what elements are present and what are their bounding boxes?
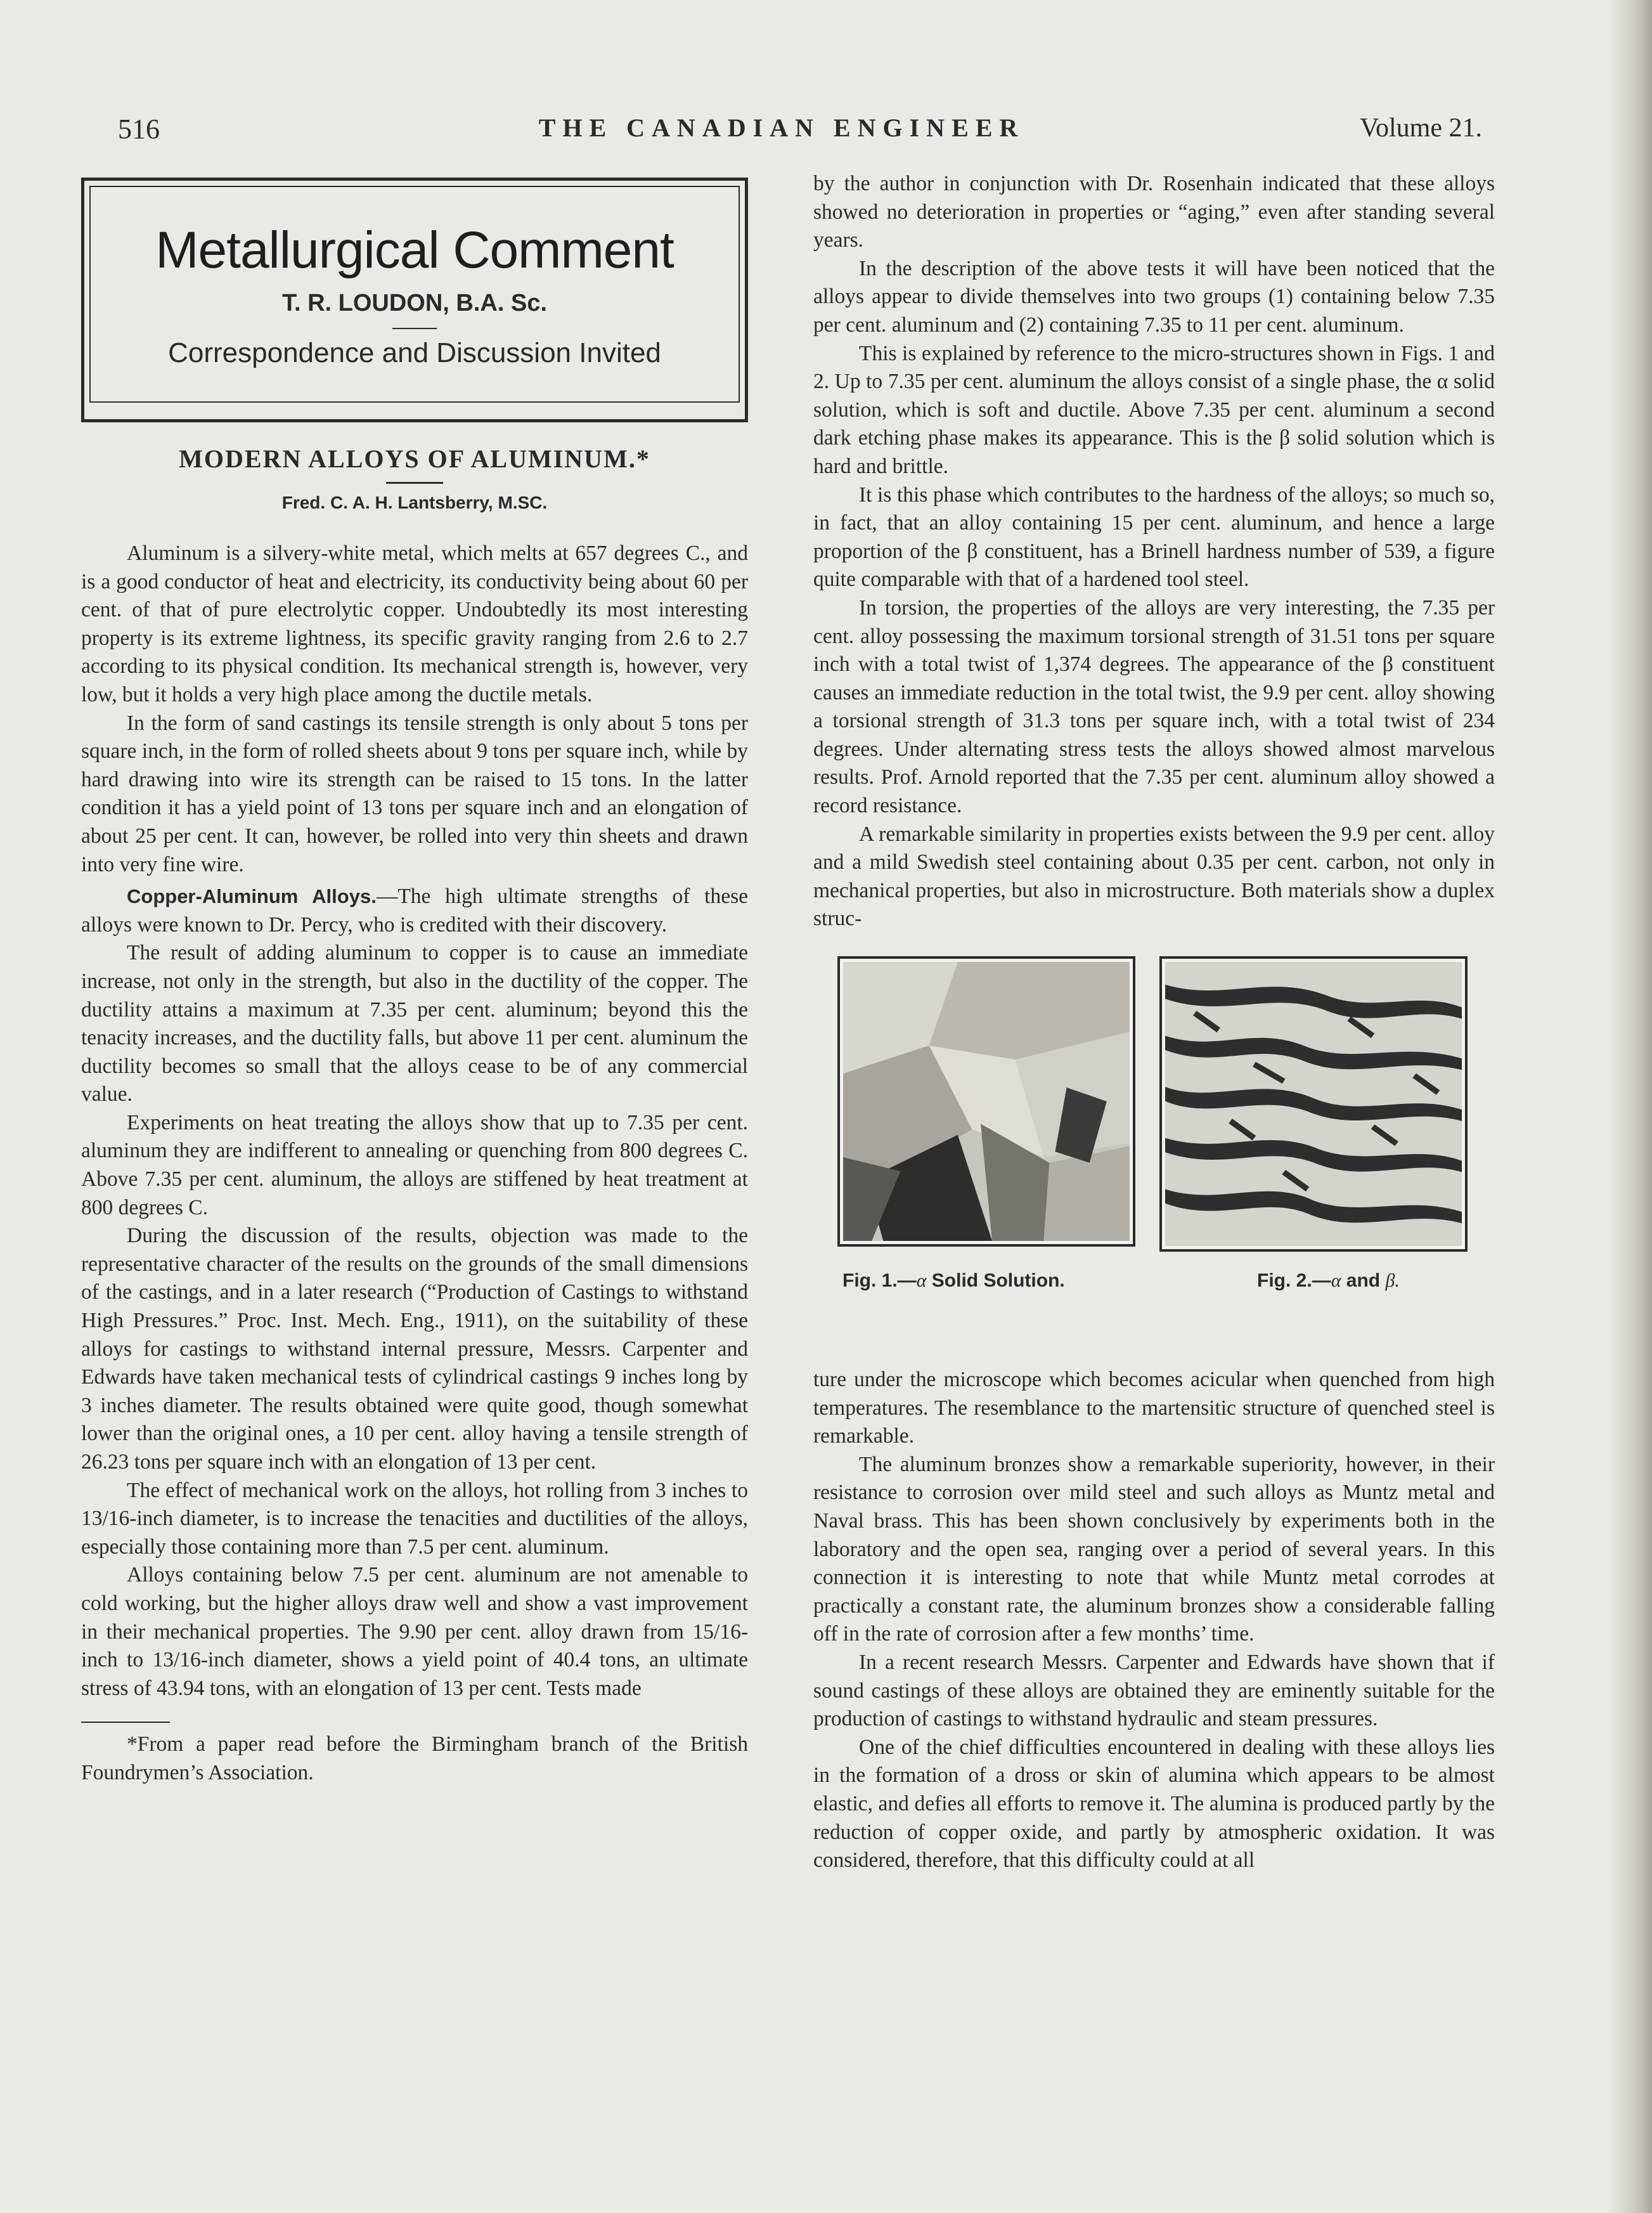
journal-title: THE CANADIAN ENGINEER [538,114,1025,142]
paragraph: It is this phase which contributes to the hardness of the alloys; so much so, in fact, that an alloy containing 15 per cent. aluminum, and hence a large proportion of the β constituent, has a Brinell hardness number of 539, a figure quite comparable with that of a hardened tool steel. [813,483,1495,592]
paragraph: Alloys containing below 7.5 per cent. aluminum are not amenable to cold working, but the higher alloys draw well and show a vast improvement in their mechanical properties. The 9.90 per cent. alloy drawn from 15/16-inch to 13/16-inch diameter, shows a yield point of 40.4 tons, an ultimate stress of 43.94 tons, with an elongation of 13 per cent. Tests made [81,1563,748,1700]
caption-text: Solid Solution. [926,1270,1065,1292]
caption-label: Fig. 2.— [1257,1270,1331,1292]
paragraph: In torsion, the properties of the alloys are very interesting, the 7.35 per cent. alloy possessing the maximum torsional strength of 31.51 tons per square inch with a total twist of 1,374 degrees. The appearance of the β constituent causes an immediate reduction in the total twist, the 9.9 per cent. alloy showing a torsional strength of 31.3 tons per square inch, with a total twist of 234 degrees. Under alternating stress tests the alloys showed almost marvelous results. Prof. Arnold reported that the 7.35 per cent. aluminum alloy showed a record resistance. [813,595,1495,818]
paragraph [81,883,748,939]
caption-greek: α [916,1270,927,1292]
paragraph: The effect of mechanical work on the alloys, hot rolling from 3 inches to 13/16-inch diameter, is to increase the tenacities and ductilities of the alloys, especially those containing more than 7.5 per cent. aluminum. [81,1478,748,1559]
figures [813,956,1495,1349]
caption-greek: β. [1385,1270,1400,1292]
paragraph: One of the chief difficulties encountered in dealing with these alloys lies in the formation of a dross or skin of alumina which appears to be almost elastic, and defies all efforts to remove it. The alumina is produced partly by the reduction of copper oxide, and partly by atmospheric oxidation. It was considered, therefore, that this difficulty could at all [813,1735,1495,1872]
caption-greek: α [1331,1270,1341,1292]
paragraph: This is explained by reference to the micro-structures shown in Figs. 1 and 2. Up to 7.35 per cent. aluminum the alloys consist of a single phase, the α solid solution, which is soft and ductile. Above 7.35 per cent. aluminum a second dark etching phase makes its appearance. This is the β solid solution which is hard and brittle. [813,341,1495,478]
volume-label: Volume 21. [1360,114,1482,143]
column-invitation: Correspondence and Discussion Invited [168,337,661,368]
paragraph: by the author in conjunction with Dr. Rosenhain indicated that these alloys showed no deterioration in properties or “aging,” even after standing several years. [813,172,1495,252]
paragraph: In a recent research Messrs. Carpenter and Edwards have shown that if sound castings of these alloys are obtained they are eminently suitable for the production of castings to withstand hydraulic and steam pressures. [813,1650,1495,1731]
right-column [813,170,1495,1875]
article-byline: Fred. C. A. H. Lantsberry, M.SC. [281,493,548,512]
paragraph: In the form of sand castings its tensile strength is only about 5 tons per square inch, in the form of rolled sheets about 9 tons per square inch, while by hard drawing into wire its strength can be raised to 15 tons. In the latter condition it has a yield point of 13 tons per square inch and an elongation of about 25 per cent. It can, however, be rolled into very thin sheets and drawn into very fine wire. [81,711,748,876]
figure-1-micrograph [837,956,1135,1247]
paragraph: Aluminum is a silvery-white metal, which melts at 657 degrees C., and is a good conductor of heat and electricity, its conductivity being about 60 per cent. of that of pure electrolytic copper. Undoubtedly its most interesting property is its extreme lightness, its specific gravity ranging from 2.6 to 2.7 according to its physical condition. Its mechanical strength is, however, very low, but it holds a very high place among the ductile metals. [81,542,748,706]
footnote-rule [81,1722,170,1723]
section-subhead: Copper-Aluminum Alloys. [127,885,377,908]
paragraph: A remarkable similarity in properties exists between the 9.9 per cent. alloy and a mild Swedish steel containing about 0.35 per cent. carbon, not only in mechanical properties, but also in microstructure. Both materials show a duplex struc- [813,822,1495,931]
paragraph: The aluminum bronzes show a remarkable superiority, however, in their resistance to corrosion over mild steel and such alloys as Muntz metal and Naval brass. This has been shown conclusively by experiments both in the laboratory and the open sea, ranging over a period of several years. In this connection it is interesting to note that while Muntz metal corrodes at practically a constant rate, the aluminum bronzes show a considerable falling off in the rate of corrosion after a few months’ time. [813,1452,1495,1646]
footnote: *From a paper read before the Birmingham branch of the British Foundrymen’s Association. [81,1732,748,1784]
caption-text: and [1341,1270,1386,1292]
figure-2-micrograph [1159,956,1468,1252]
page-edge [1608,0,1652,2213]
page-header [81,109,1482,153]
paragraph: The result of adding aluminum to copper is to cause an immediate increase, not only in the strength, but also in the ductility of the copper. The ductility attains a maximum at 7.35 per cent. aluminum; beyond this the tenacity increases, and the ductility falls, but above 11 per cent. aluminum the ductility becomes so small that the alloys cease to be of any commercial value. [81,941,748,1106]
figure-1-caption [842,1267,1065,1295]
paragraph: ture under the microscope which becomes acicular when quenched from high temperatures. The resemblance to the martensitic structure of quenched steel is remarkable. [813,1368,1495,1448]
paragraph: In the description of the above tests it will have been noticed that the alloys appear to divide themselves into two groups (1) containing below 7.35 per cent. aluminum and (2) containing 7.35 to 11 per cent. aluminum. [813,256,1495,337]
divider [392,328,437,329]
paragraph: Experiments on heat treating the alloys show that up to 7.35 per cent. aluminum they are indifferent to annealing or quenching from 800 degrees C. Above 7.35 per cent. aluminum, the alloys are stiffened by heat treatment at 800 degrees C. [81,1110,748,1219]
left-column [81,178,748,1788]
caption-label: Fig. 1.— [842,1270,917,1292]
subhead-text: —The high ultimate strengths of these alloys were known to Dr. Percy, who is credited with their discovery. [81,885,748,937]
page-number: 516 [118,114,160,145]
column-title: Metallurgical Comment [155,221,674,279]
column-author: T. R. LOUDON, B.A. Sc. [281,290,548,316]
article-title: MODERN ALLOYS OF ALUMINUM.* [179,445,650,473]
column-header-box [81,178,748,422]
divider [386,482,443,484]
figure-2-caption [1257,1267,1400,1295]
paragraph: During the discussion of the results, objection was made to the representative character of the results on the grounds of the small dimensions of the castings, and in a later research (“Production of Castings to withstand High Pressures.” Proc. Inst. Mech. Eng., 1911), on the suitability of these alloys for castings to withstand internal pressure, Messrs. Carpenter and Edwards have taken mechanical tests of cylindrical castings 9 inches long by 3 inches diameter. The results obtained were quite good, though somewhat lower than the original ones, a 10 per cent. alloy having a tensile strength of 26.23 tons per square inch with an elongation of 13 per cent. [81,1224,748,1474]
